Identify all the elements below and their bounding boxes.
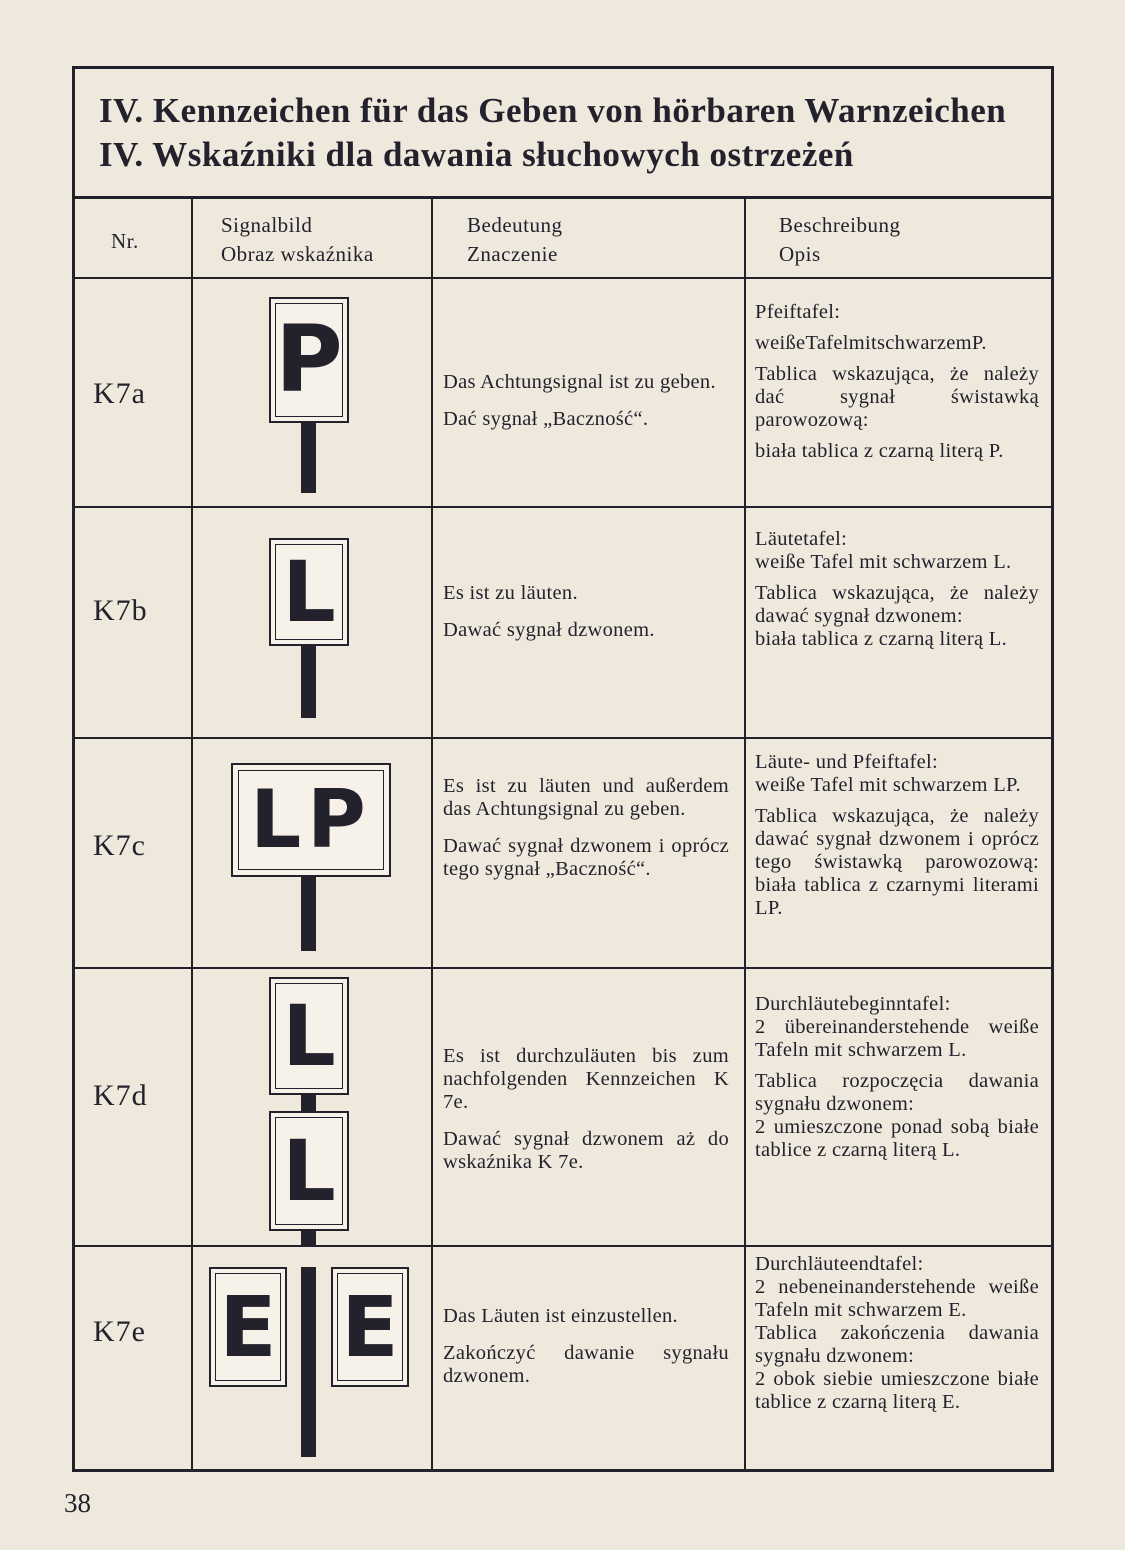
title-german: IV. Kennzeichen für das Geben von hörbaren Warnzeichen [99,91,1007,130]
description-polish: Tablica rozpoczęcia dawania sygnału dzwonem: [755,1070,1039,1115]
description-cell [755,528,1039,659]
sign-letter: LP [250,773,372,866]
meaning-german: Das Läuten ist einzustellen. [443,1305,678,1327]
description-german: weißeTafelmitschwarzemP. [755,332,987,354]
description-polish-2: biała tablica z czarną literą P. [755,440,1004,462]
sign-pole [301,1267,316,1457]
header-meaning [467,211,562,269]
signal-table [72,66,1054,1472]
sign-board [331,1267,409,1387]
meaning-cell [443,775,729,895]
meaning-cell [443,1305,729,1402]
meaning-polish: Dawać sygnał dzwonem. [443,619,655,641]
meaning-german: Das Achtungsignal ist zu geben. [443,371,716,393]
meaning-cell [443,582,729,656]
meaning-german: Es ist durchzuläuten bis zum nachfolgenden Kennzeichen K 7e. [443,1045,729,1113]
sign-board [269,538,349,646]
sign-board [231,763,391,877]
page-number: 38 [64,1488,91,1518]
row-number: K7e [93,1315,146,1348]
sign-board [269,977,349,1095]
meaning-polish: Dawać sygnał dzwonem aż do wskaźnika K 7e. [443,1128,729,1173]
table-row [75,739,1051,967]
header-meaning-de: Bedeutung [467,213,563,237]
header-signal [221,211,374,269]
description-title: Durchläutebeginntafel: [755,993,951,1015]
page-title [75,69,1051,199]
header-nr: Nr. [111,229,139,253]
meaning-german: Es ist zu läuten. [443,582,578,604]
header-description [779,211,900,269]
description-german: weiße Tafel mit schwarzem LP. [755,774,1021,796]
row-number: K7c [93,829,146,862]
sign-letter: E [341,1278,399,1376]
sign-letter: L [282,543,336,641]
sign-board [269,297,349,423]
sign-board [209,1267,287,1387]
title-polish: IV. Wskaźniki dla dawania słuchowych ostrzeżeń [99,135,854,174]
header-signal-pl: Obraz wskaźnika [221,242,374,266]
description-cell [755,1253,1039,1414]
sign-letter: L [282,987,336,1085]
description-polish-2: 2 umieszczone ponad sobą białe tablice z czarną literą L. [755,1116,1039,1161]
meaning-polish: Zakończyć dawanie sygnału dzwonem. [443,1342,729,1387]
description-title: Läutetafel: [755,528,848,550]
description-title: Läute- und Pfeiftafel: [755,751,939,773]
description-polish-2: 2 obok siebie umieszczone białe tablice z czarną literą E. [755,1368,1039,1413]
description-polish: Tablica wskazująca, że należy dać sygnał świstawką parowozową: [755,363,1039,431]
sign-letter: P [275,306,343,413]
description-polish: Tablica wskazująca, że należy dawać sygnał dzwonem: [755,582,1039,627]
header-meaning-pl: Znaczenie [467,242,558,266]
description-polish: Tablica zakończenia dawania sygnału dzwonem: [755,1322,1039,1367]
description-german: 2 übereinanderstehende weiße Tafeln mit schwarzem L. [755,1016,1039,1061]
description-cell [755,751,1039,928]
sign-letter: L [282,1122,336,1220]
meaning-polish: Dać sygnał „Baczność“. [443,408,649,430]
meaning-polish: Dawać sygnał dzwonem i oprócz tego sygnał „Baczność“. [443,835,729,880]
description-cell [755,301,1039,471]
description-cell [755,993,1039,1170]
table-row [75,279,1051,506]
meaning-cell [443,371,729,445]
row-number: K7d [93,1079,148,1112]
meaning-german: Es ist zu läuten und außerdem das Achtungsignal zu geben. [443,775,729,820]
description-polish: Tablica wskazująca, że należy dawać sygnał dzwonem i oprócz tego świstawką parowozową: biała tablica z czarnymi literami LP. [755,805,1039,919]
sign-board [269,1111,349,1231]
description-polish-2: biała tablica z czarną literą L. [755,628,1008,650]
description-title: Durchläuteendtafel: [755,1253,924,1275]
description-title: Pfeiftafel: [755,301,841,323]
header-signal-de: Signalbild [221,213,313,237]
table-row [75,1247,1051,1469]
table-row [75,508,1051,737]
header-desc-de: Beschreibung [779,213,901,237]
row-number: K7b [93,594,148,627]
table-row [75,969,1051,1245]
description-german: 2 nebeneinanderstehende weiße Tafeln mit schwarzem E. [755,1276,1039,1321]
row-number: K7a [93,377,146,410]
sign-letter: E [219,1278,277,1376]
header-desc-pl: Opis [779,242,821,266]
description-german: weiße Tafel mit schwarzem L. [755,551,1012,573]
meaning-cell [443,1045,729,1188]
